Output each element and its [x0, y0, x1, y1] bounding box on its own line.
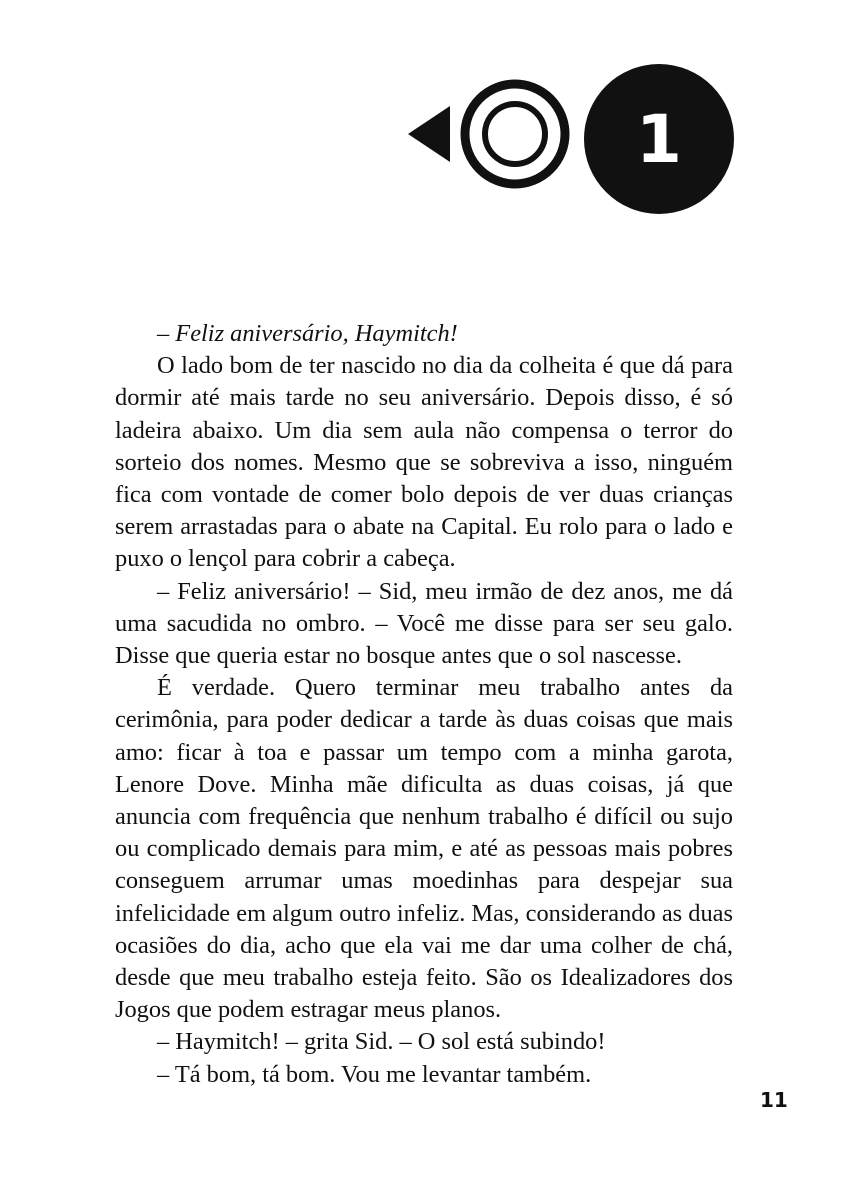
- chapter-number: 1: [636, 100, 682, 178]
- paragraph: – Feliz aniversário! – Sid, meu irmão de dez anos, me dá uma sacudida no ombro. – Você me disse para ser seu galo. Disse que queria estar no bosque antes que o sol nascesse.: [115, 577, 733, 670]
- body-text: [115, 318, 733, 1091]
- paragraph: – Haymitch! – grita Sid. – O sol está subindo!: [157, 1028, 606, 1056]
- paragraph: – Feliz aniversário, Haymitch!: [157, 320, 458, 347]
- play-triangle-icon: [408, 106, 450, 162]
- paragraph: É verdade. Quero terminar meu trabalho antes da cerimônia, para poder dedicar a tarde às duas coisas que mais amo: ficar à toa e passar um tempo com a minha garota, Lenore Dove. Minha mãe dificulta as duas coisas, já que anuncia com frequência que nenhum trabalho é difícil ou sujo ou complicado demais para mim, e até as pessoas mais pobres conseguem arrumar umas moedinhas para despejar sua infelicidade em algum outro infeliz. Mas, considerando as duas ocasiões do dia, acho que ela vai me dar uma colher de chá, desde que meu trabalho esteja feito. São os Idealizadores dos Jogos que podem estragar meus planos.: [115, 674, 733, 1024]
- page-number: 11: [760, 1088, 788, 1112]
- paragraph: O lado bom de ter nascido no dia da colheita é que dá para dormir até mais tarde no seu aniversário. Depois disso, é só ladeira abaixo. Um dia sem aula não compensa o terror do sorteio dos nomes. Mesmo que se sobreviva a isso, ninguém fica com vontade de comer bolo depois de ver duas crianças serem arrastadas para o abate na Capital. Eu rolo para o lado e puxo o lençol para cobrir a cabeça.: [115, 352, 733, 573]
- paragraph: – Tá bom, tá bom. Vou me levantar também.: [157, 1060, 592, 1088]
- concentric-ring-icon: [465, 84, 565, 184]
